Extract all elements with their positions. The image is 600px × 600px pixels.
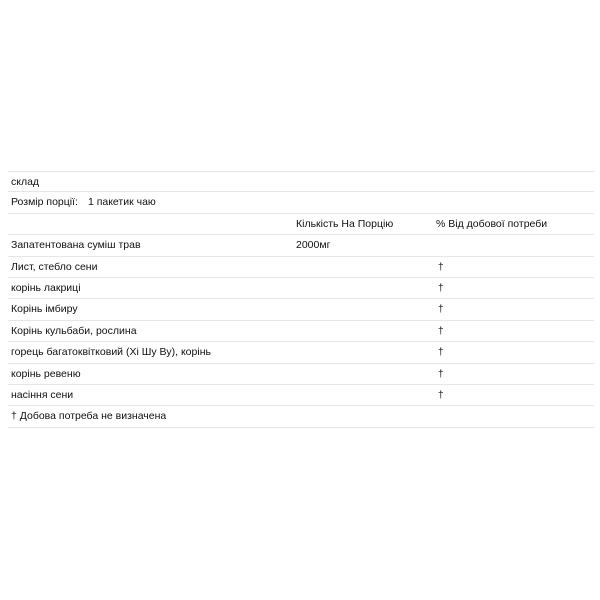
ingredient-dv: † — [438, 261, 444, 273]
ingredient-row — [8, 278, 594, 299]
blend-name: Запатентована суміш трав — [11, 239, 141, 252]
ingredient-row — [8, 342, 594, 363]
serving-size-label: Розмір порції: — [11, 196, 78, 209]
ingredient-row — [8, 321, 594, 342]
serving-size-value: 1 пакетик чаю — [87, 196, 156, 209]
ingredient-name: Корінь імбиру — [11, 303, 78, 316]
title-row — [8, 171, 594, 192]
table-title: склад — [11, 176, 40, 188]
footnote-row — [8, 406, 594, 427]
blend-row — [8, 235, 594, 256]
amount-per-serving-header: Кількість На Порцію — [296, 217, 394, 230]
ingredient-dv: † — [438, 282, 444, 294]
ingredient-dv: † — [438, 347, 444, 359]
blend-amount: 2000мг — [296, 239, 331, 252]
ingredient-name: Лист, стебло сени — [11, 260, 98, 273]
column-header-row — [8, 214, 594, 235]
ingredient-row — [8, 364, 594, 385]
serving-size — [11, 192, 156, 213]
ingredient-dv: † — [438, 368, 444, 380]
ingredient-row — [8, 257, 594, 278]
ingredient-row — [8, 299, 594, 320]
daily-value-header: % Від добової потреби — [436, 217, 548, 230]
ingredient-dv: † — [438, 389, 444, 401]
supplement-facts-table — [8, 171, 594, 428]
ingredient-name: Корінь кульбаби, рослина — [11, 324, 137, 337]
ingredient-name: горець багатоквітковий (Хі Шу Ву), корінь — [11, 346, 211, 359]
ingredient-name: корінь ревеню — [11, 367, 81, 380]
ingredient-dv: † — [438, 325, 444, 337]
ingredient-name: корінь лакриці — [11, 281, 81, 294]
ingredient-dv: † — [438, 304, 444, 316]
daily-value-footnote: † Добова потреба не визначена — [11, 410, 167, 423]
ingredient-name: насіння сени — [11, 388, 74, 401]
ingredient-row — [8, 385, 594, 406]
serving-size-row — [8, 192, 594, 213]
